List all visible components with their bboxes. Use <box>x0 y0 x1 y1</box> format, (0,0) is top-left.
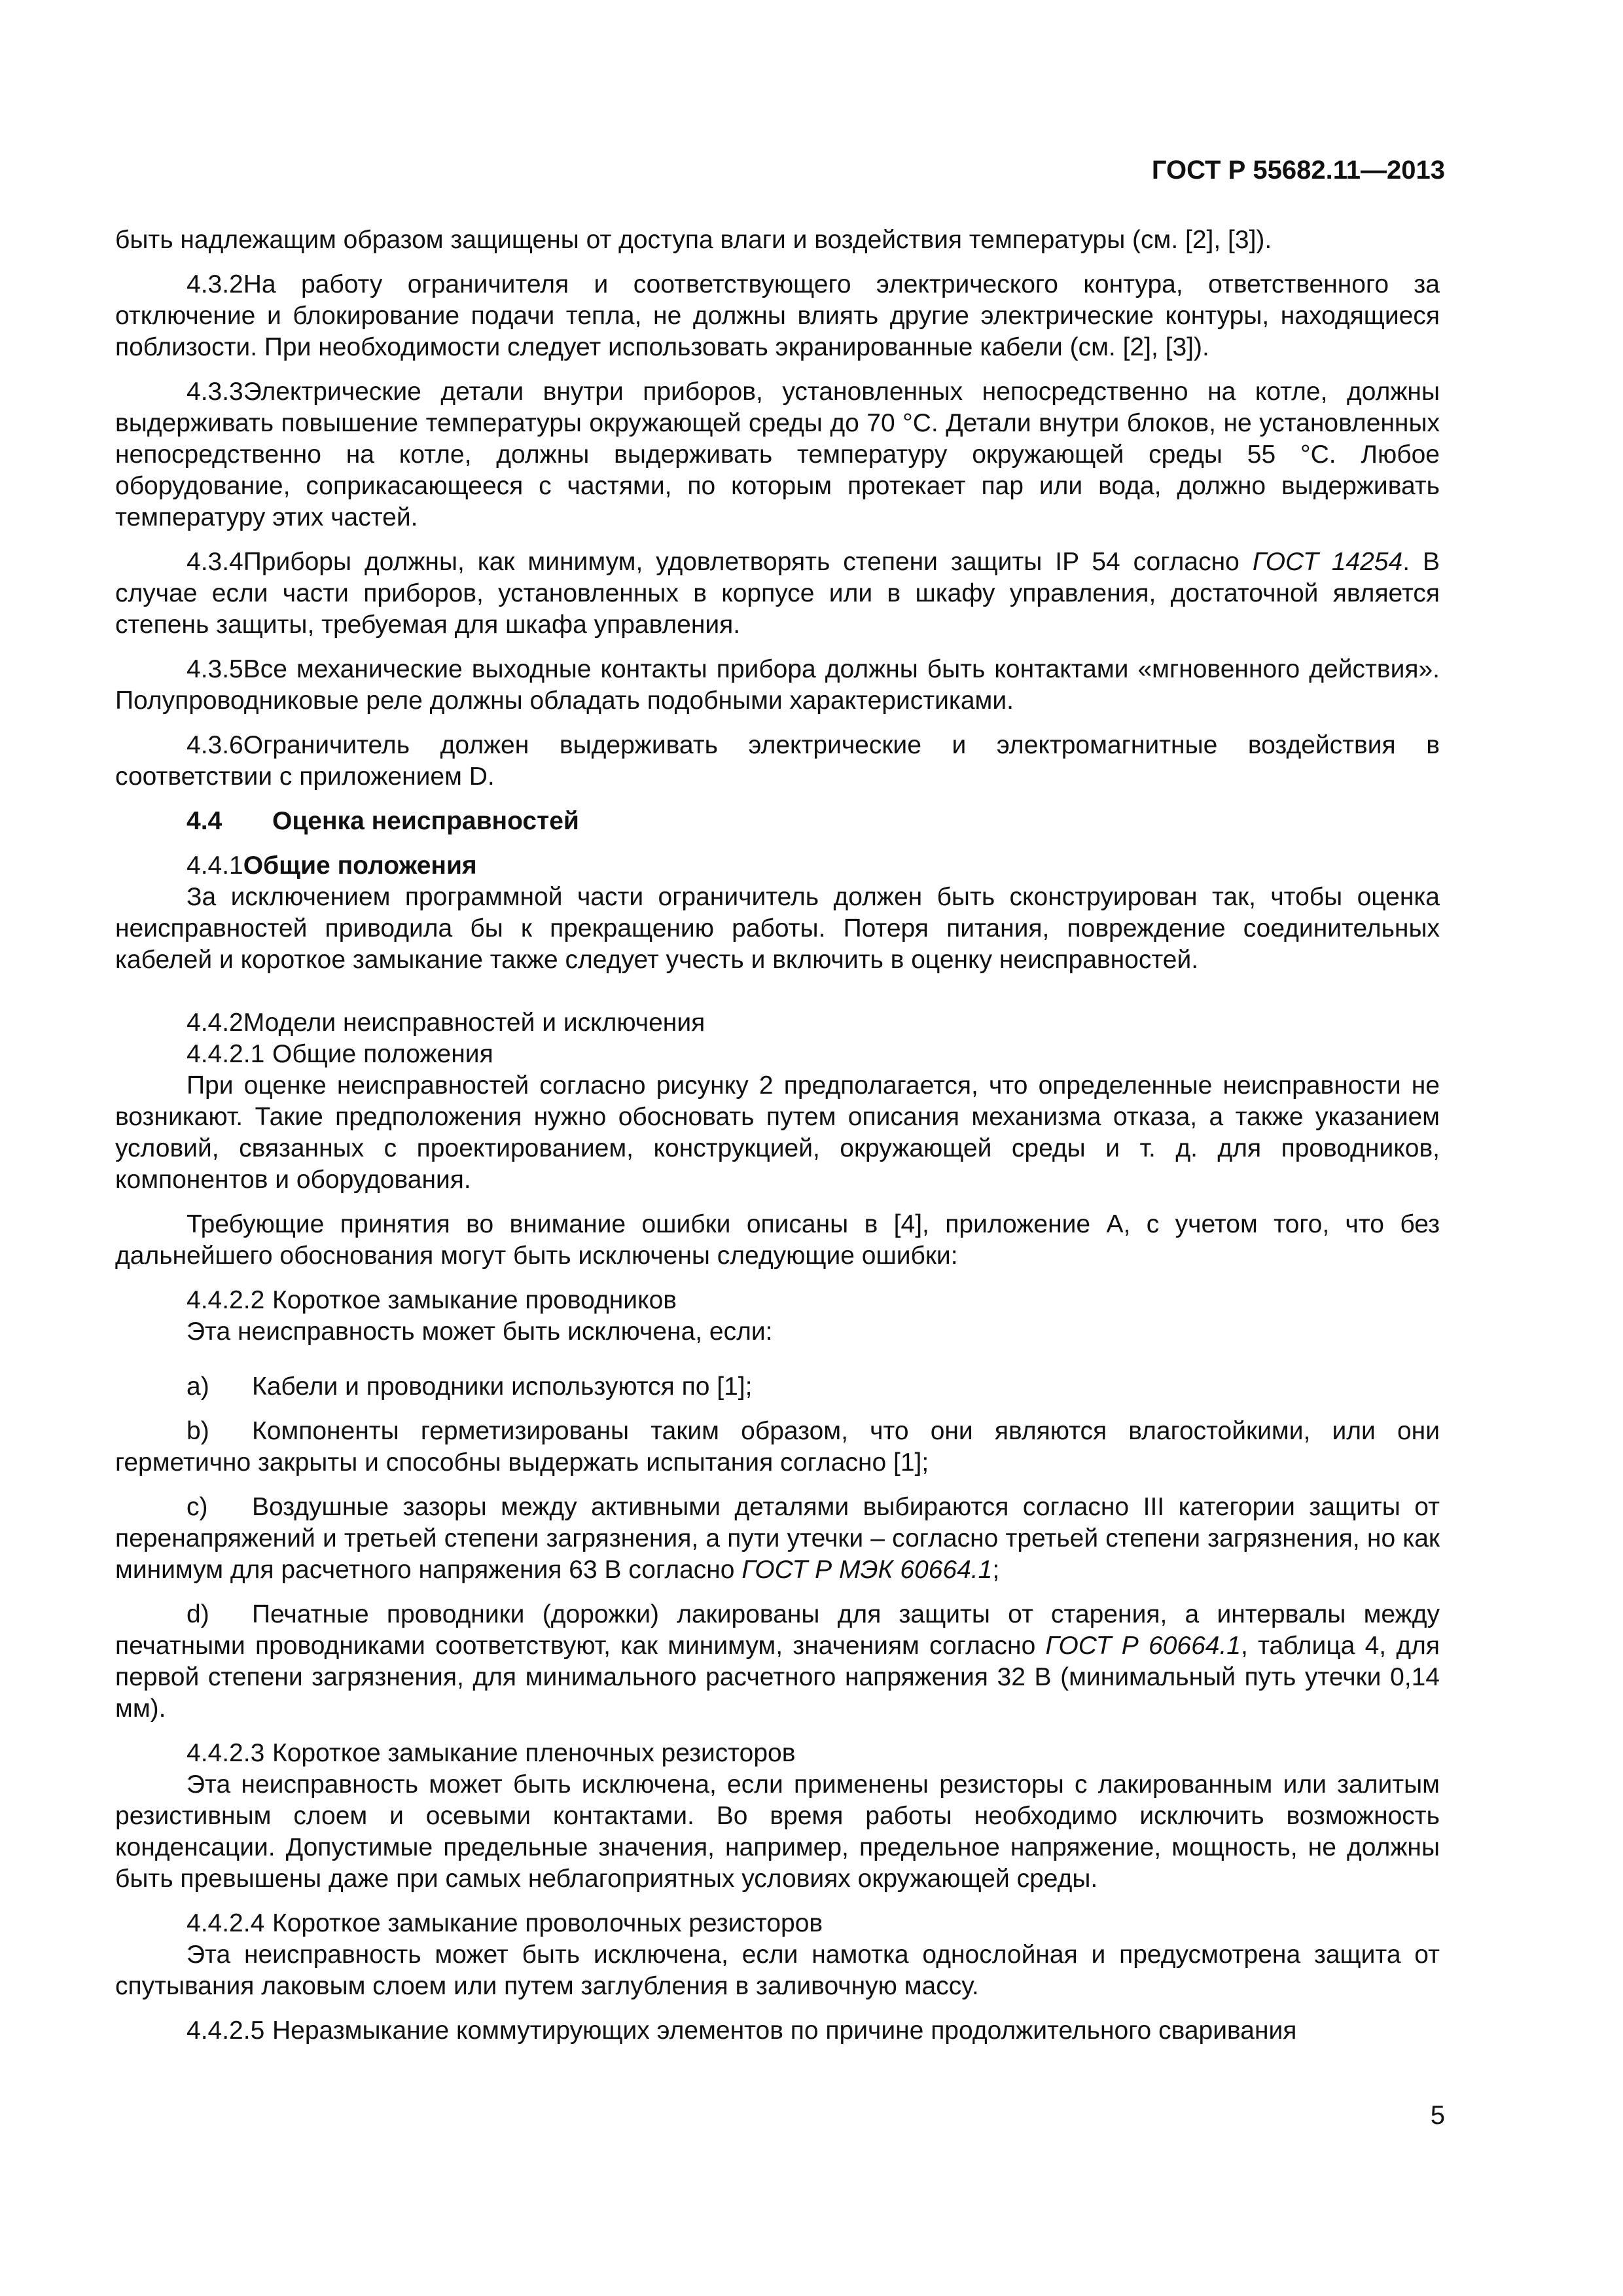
clause-4-4-1-text: За исключением программной части ограничитель должен быть сконструирован так, чтобы оценка неисправностей приводила бы к прекращению работы. Потеря питания, повреждение соединительных кабелей и короткое замыкание также следует учесть и включить в оценку неисправностей. <box>115 883 1440 974</box>
clause-text: . В случае если части приборов, установленных в корпусе или в шкафу управления, достаточной является степень защиты, требуемая для шкафа управления. <box>115 548 1440 639</box>
clause-text: Ограничитель должен выдерживать электрические и электромагнитные воздействия в соответствии с приложением D. <box>115 731 1440 791</box>
clause-title: Короткое замыкание проводников <box>272 1286 677 1314</box>
clause-4-4-2-5-heading <box>115 2015 1440 2047</box>
clause-4-4-2-1-text-2: Требующие принятия во внимание ошибки описаны в [4], приложение А, с учетом того, что без дальнейшего обоснования могут быть исключены следующие ошибки: <box>115 1210 1440 1270</box>
standard-reference: ГОСТ 14254 <box>1252 548 1403 576</box>
clause-number: 4.3.4 <box>187 548 243 576</box>
clause-title: Неразмыкание коммутирующих элементов по причине продолжительного сваривания <box>272 2017 1297 2045</box>
section-number: 4.4 <box>187 807 223 835</box>
clause-number: 4.4.1 <box>187 852 243 880</box>
clause-title: Общие положения <box>243 852 477 880</box>
list-item-text: , таблица 4, для первой степени загрязнения, для минимального расчетного напряжения 32 В (минимальный путь утечки 0,14 мм). <box>115 1632 1440 1723</box>
clause-text: Все механические выходные контакты прибора должны быть контактами «мгновенного действия». Полупроводниковые реле должны обладать подобными характеристиками. <box>115 655 1440 715</box>
clause-4-4-2-2-intro: Эта неисправность может быть исключена, если: <box>187 1318 773 1346</box>
clause-text: На работу ограничителя и соответствующего электрического контура, ответственного за отключение и блокирование подачи тепла, не должны влиять другие электрические контуры, находящиеся поблизости. При необходимости следует использовать экранированные кабели (см. [2], [3]). <box>115 270 1440 361</box>
list-item-a <box>115 1371 1440 1403</box>
clause-4-4-1-heading <box>115 850 1440 882</box>
clause-4-4-2-4-text: Эта неисправность может быть исключена, если намотка однослойная и предусмотрена защита от спутывания лаковым слоем или путем заглубления в заливочную массу. <box>115 1941 1440 2000</box>
clause-number: 4.4.2.4 <box>187 1909 265 1937</box>
clause-4-3-6 <box>115 730 1440 793</box>
section-heading-4-4 <box>115 806 1440 837</box>
standard-reference: ГОСТ Р МЭК 60664.1 <box>741 1556 993 1584</box>
page-number: 5 <box>1430 2101 1445 2130</box>
list-item-c <box>115 1492 1440 1586</box>
clause-title: Модели неисправностей и исключения <box>243 1009 705 1037</box>
list-marker: c) <box>187 1493 208 1521</box>
clause-4-4-2-2-heading <box>115 1285 1440 1316</box>
list-marker: d) <box>187 1600 209 1628</box>
clause-4-3-4 <box>115 547 1440 641</box>
clause-number: 4.4.2.1 <box>187 1040 265 1068</box>
list-item-text: Компоненты герметизированы таким образом, что они являются влагостойкими, или они герметично закрыты и способны выдержать испытания согласно [1]; <box>115 1417 1440 1477</box>
section-title: Оценка неисправностей <box>272 807 579 835</box>
list-item-b <box>115 1416 1440 1479</box>
clause-title: Короткое замыкание пленочных резисторов <box>272 1739 796 1767</box>
list-item-text: Печатные проводники (дорожки) лакированы для защиты от старения, а интервалы между печатными проводниками соответствуют, как минимум, значениям согласно <box>115 1600 1440 1660</box>
clause-number: 4.4.2 <box>187 1009 243 1037</box>
clause-number: 4.4.2.3 <box>187 1739 265 1767</box>
clause-4-4-2-1-text: При оценке неисправностей согласно рисунку 2 предполагается, что определенные неисправности не возникают. Такие предположения нужно обосновать путем описания механизма отказа, а также указанием условий, связанных с проектированием, конструкцией, окружающей среды и т. д. для проводников, компонентов и оборудования. <box>115 1071 1440 1194</box>
page-content <box>115 224 1440 2047</box>
document-code: ГОСТ Р 55682.11—2013 <box>1151 156 1445 185</box>
clause-text: Электрические детали внутри приборов, установленных непосредственно на котле, должны выдерживать повышение температуры окружающей среды до 70 °С. Детали внутри блоков, не установленных непосредственно на котле, должны выдерживать температуру окружающей среды 55 °С. Любое оборудование, соприкасающееся с частями, по которым протекает пар или вода, должно выдерживать температуру этих частей. <box>115 378 1440 531</box>
clause-4-4-2-3-heading <box>115 1738 1440 1769</box>
clause-text: Приборы должны, как минимум, удовлетворять степени защиты IP 54 согласно <box>243 548 1253 576</box>
list-item-d <box>115 1599 1440 1725</box>
clause-4-3-3 <box>115 376 1440 533</box>
clause-number: 4.3.6 <box>187 731 243 759</box>
list-item-text: ; <box>992 1556 1000 1584</box>
list-marker: a) <box>187 1372 209 1401</box>
clause-title: Общие положения <box>272 1040 493 1068</box>
list-marker: b) <box>187 1417 209 1445</box>
clause-number: 4.4.2.2 <box>187 1286 265 1314</box>
clause-4-3-5 <box>115 654 1440 717</box>
list-item-text: Кабели и проводники используются по [1]; <box>252 1372 753 1401</box>
clause-number: 4.3.2 <box>187 270 243 298</box>
clause-title: Короткое замыкание проволочных резисторов <box>272 1909 823 1937</box>
standard-reference: ГОСТ Р 60664.1 <box>1045 1632 1241 1660</box>
clause-4-4-2-4-heading <box>115 1908 1440 1939</box>
clause-number: 4.3.3 <box>187 378 243 406</box>
clause-4-4-2-heading <box>115 1007 1440 1039</box>
clause-4-4-2-3-text: Эта неисправность может быть исключена, если применены резисторы с лакированным или залитым резистивным слоем и осевыми контактами. Во время работы необходимо исключить возможность конденсации. Допустимые предельные значения, например, предельное напряжение, мощность, не должны быть превышены даже при самых неблагоприятных условиях окружающей среды. <box>115 1770 1440 1893</box>
paragraph-continued: быть надлежащим образом защищены от доступа влаги и воздействия температуры (см. [2], [3]). <box>115 226 1272 254</box>
clause-4-3-2 <box>115 269 1440 363</box>
clause-4-4-2-1-heading <box>115 1039 1440 1070</box>
list-item-text: Воздушные зазоры между активными деталями выбираются согласно III категории защиты от перенапряжений и третьей степени загрязнения, а пути утечки – согласно третьей степени загрязнения, но как минимум для расчетного напряжения 63 В согласно <box>115 1493 1440 1584</box>
clause-number: 4.4.2.5 <box>187 2017 265 2045</box>
clause-number: 4.3.5 <box>187 655 243 683</box>
